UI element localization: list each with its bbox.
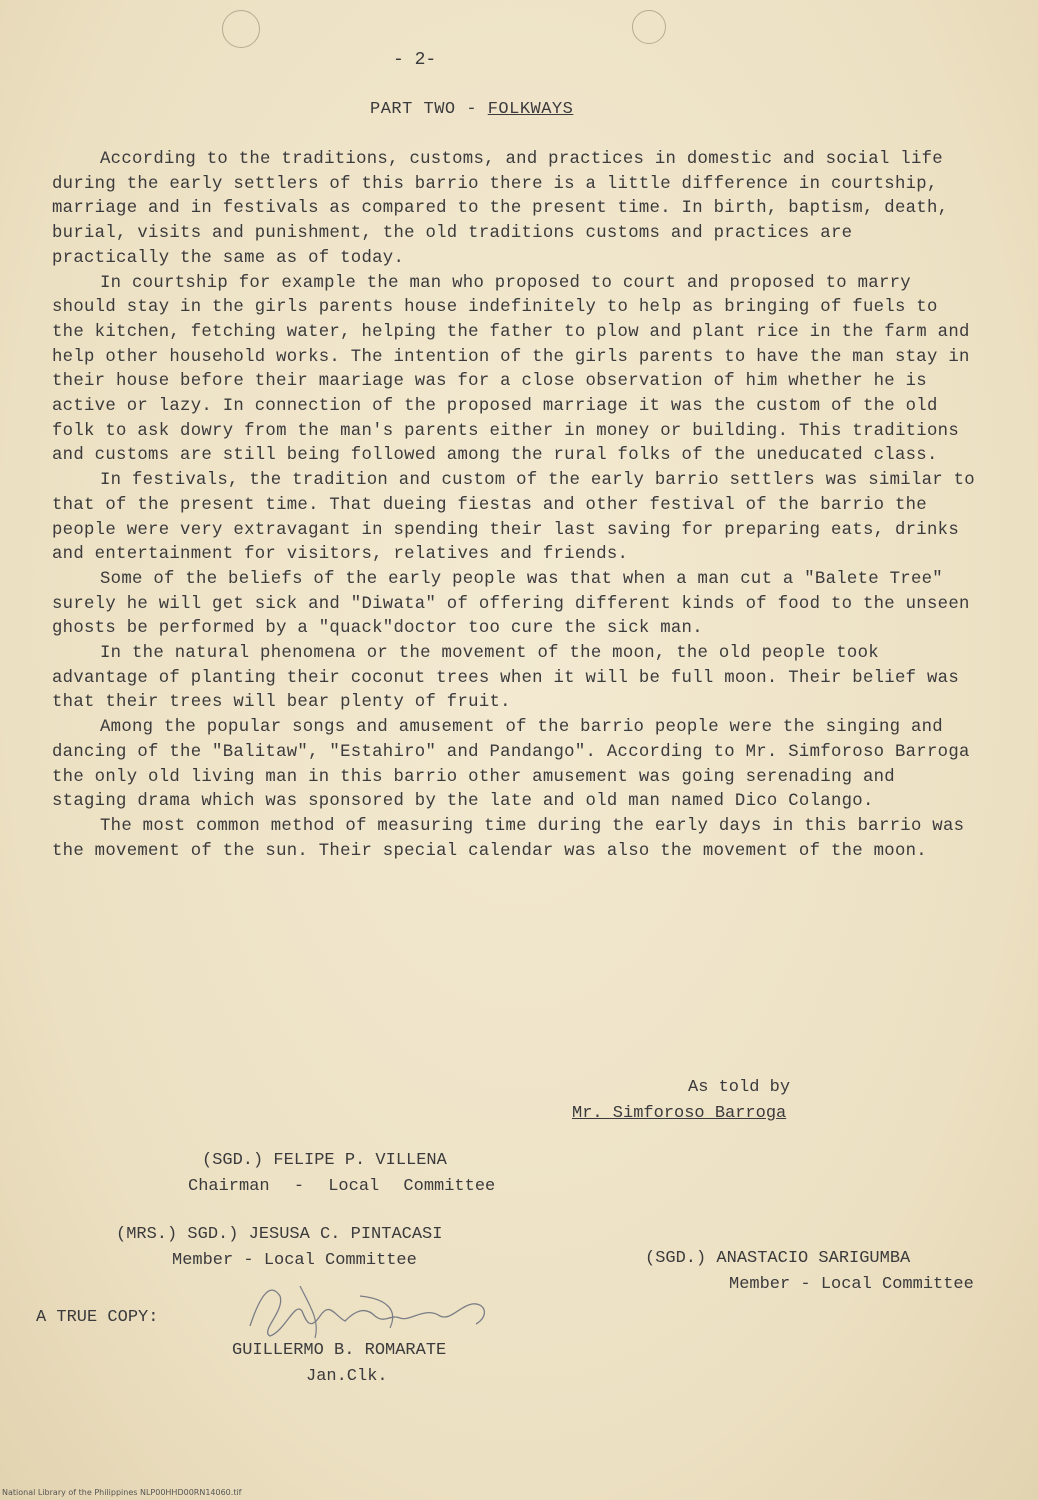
punch-hole-left: [222, 10, 260, 48]
true-copy-label: A TRUE COPY:: [36, 1308, 159, 1327]
body-text: [52, 148, 977, 864]
paragraph-3: In festivals, the tradition and custom of the early barrio settlers was similar to that of the present time. That dueing fiestas and other festival of the barrio the people were very extravagant in spending their last saving for preparing eats, drinks and entertainment for visitors, relatives and friends.: [52, 471, 975, 565]
handwritten-signature: [240, 1276, 500, 1346]
signatory-chairman: [188, 1148, 495, 1200]
signatory-member-1: [116, 1222, 442, 1274]
title-underlined: FOLKWAYS: [487, 100, 574, 119]
signatory-member-1-name: (MRS.) SGD.) JESUSA C. PINTACASI: [116, 1225, 443, 1244]
paragraph-6: Among the popular songs and amusement of the barrio people were the singing and dancing of the "Balitaw", "Estahiro" and Pandango". According to Mr. Simforoso Barroga the only old living man in this barrio other amusement was going serenading and staging drama which was sponsored by the late and old man named Dico Colango.: [52, 718, 970, 812]
signatory-member-2-role: Member - Local Committee: [729, 1275, 974, 1294]
paragraph-7: The most common method of measuring time during the early days in this barrio was the movement of the sun. Their special calendar was also the movement of the moon.: [52, 816, 965, 861]
paragraph-1: According to the traditions, customs, and practices in domestic and social life during the early settlers of this barrio there is a little difference in courtship, marriage and in festivals as compared to the present time. In birth, baptism, death, burial, visits and punishment, the old traditions customs and practices are practically the same as of today.: [52, 150, 949, 268]
true-copy-signatory: [232, 1338, 446, 1390]
paragraph-2: In courtship for example the man who proposed to court and proposed to marry should stay in the girls parents house indefinitely to help as bringing of fuels to the kitchen, fetching water, helping the father to plow and plant rice in the farm and help other household works. The intention of the girls parents to have the man stay in their house before their maariage was for a close observation of him whether he is active or lazy. In connection of the proposed marriage it was the custom of the old folk to ask dowry from the man's parents either in money or building. This traditions and customs are still being followed among the rural folks of the uneducated class.: [52, 273, 970, 466]
archive-footer: National Library of the Philippines NLP00HHD00RN14060.tif: [2, 1488, 242, 1497]
page-title: [370, 100, 573, 119]
signatory-member-2-name: (SGD.) ANASTACIO SARIGUMBA: [645, 1249, 911, 1268]
signatory-member-2: [645, 1246, 974, 1298]
title-prefix: PART TWO -: [370, 100, 488, 119]
attribution-name: Mr. Simforoso Barroga: [572, 1104, 787, 1123]
signatory-chairman-role: Chairman - Local Committee: [188, 1177, 496, 1196]
true-copy-name: GUILLERMO B. ROMARATE: [232, 1341, 447, 1360]
signatory-member-1-role: Member - Local Committee: [172, 1251, 417, 1270]
punch-hole-right: [632, 10, 666, 44]
signatory-chairman-name: (SGD.) FELIPE P. VILLENA: [202, 1151, 447, 1170]
page-number: - 2-: [393, 50, 437, 70]
paragraph-4: Some of the beliefs of the early people was that when a man cut a "Balete Tree" surely he will get sick and "Diwata" of offering different kinds of food to the unseen ghosts be performed by a "quack"doctor too cure the sick man.: [52, 569, 970, 639]
paragraph-5: In the natural phenomena or the movement of the moon, the old people took advantage of planting their coconut trees when it will be full moon. Their belief was that their trees will bear plenty of fruit.: [52, 644, 959, 713]
true-copy-role: Jan.Clk.: [306, 1367, 388, 1386]
attribution-label: As told by: [688, 1078, 791, 1097]
